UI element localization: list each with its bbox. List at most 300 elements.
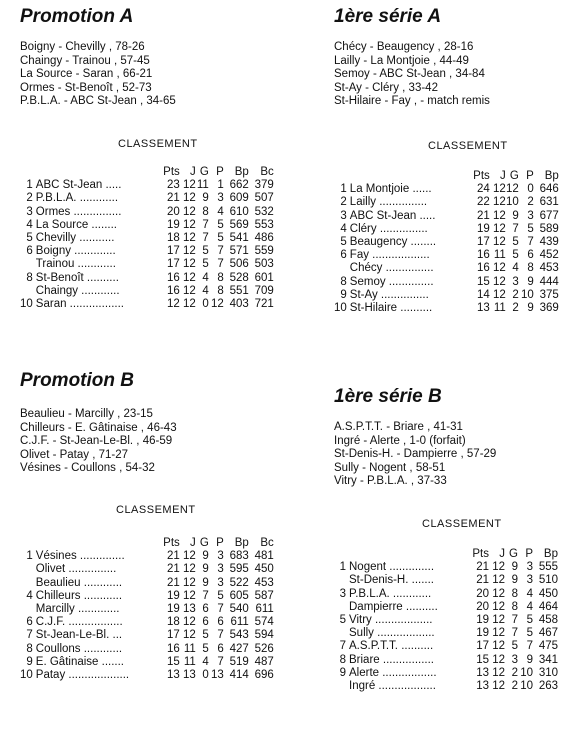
p-cell: 9 [527,275,534,288]
bp-cell: 589 [539,222,559,235]
p-cell: 3 [527,209,534,222]
j-cell: 11 [183,642,196,655]
p-cell: 7 [217,655,224,668]
rank-cell [334,627,349,640]
g-cell: 7 [202,589,209,602]
j-cell: 12 [493,222,506,235]
team-cell: Beaulieu ............ [35,576,123,589]
bp-cell: 541 [229,232,249,245]
j-cell: 12 [493,183,506,196]
rank-cell: 2 [26,192,33,205]
p-cell: 2 [527,196,534,209]
pts-cell: 21 [167,550,180,563]
table-row [20,258,274,271]
table-row [20,590,274,603]
table-row [334,588,558,601]
team-cell: Saran ................. [35,298,124,311]
g-cell: 5 [512,236,519,249]
table-row [334,262,559,275]
g-cell: 0 [202,298,209,311]
p-cell: 5 [526,627,533,640]
rank-cell: 7 [26,629,33,642]
g-cell: 8 [511,587,518,600]
j-cell: 12 [492,640,505,653]
g-cell: 7 [202,232,209,245]
pts-cell: 21 [477,209,490,222]
bp-cell: 569 [229,218,249,231]
table-row [334,196,559,209]
bc-cell: 379 [254,179,274,192]
team-cell: St-Denis-H. ....... [349,574,434,587]
pts-cell: 17 [476,640,489,653]
g-cell: 5 [511,640,518,653]
table-row [20,272,274,285]
p-cell: 5 [217,218,224,231]
p-cell: 7 [217,258,224,271]
g-cell: 4 [202,271,209,284]
bp-cell: 310 [538,666,558,679]
p-cell: 6 [527,249,534,262]
p-cell: 5 [527,222,534,235]
bp-cell: 543 [229,629,249,642]
column-header: Bp [544,170,559,182]
j-cell: 12 [492,614,505,627]
pts-cell: 14 [477,288,490,301]
j-cell: 12 [492,574,505,587]
match-result: St-Hilaire - Fay , - match remis [334,95,490,108]
bp-cell: 369 [539,302,559,315]
rank-cell [20,285,36,298]
g-cell: 9 [202,192,209,205]
standings-table-promotion-b [20,537,274,682]
rank-cell: 5 [340,236,347,249]
team-cell: La Montjoie ...... [349,183,432,196]
section-title-serie-b: 1ère série B [334,386,442,407]
g-cell: 2 [511,666,518,679]
rank-cell: 9 [339,666,346,679]
rank-cell: 8 [340,275,347,288]
bp-cell: 610 [229,205,249,218]
classement-heading-promotion-a: CLASSEMENT [118,138,198,150]
rank-cell: 3 [339,587,346,600]
j-cell: 12 [492,666,505,679]
g-cell: 5 [202,642,209,655]
table-row [20,219,274,232]
table-row [334,302,559,315]
j-cell: 13 [183,603,196,616]
bc-cell: 709 [254,284,274,297]
team-cell: Patay ................... [35,669,130,682]
match-result: Chaingy - Trainou , 57-45 [20,54,150,67]
table-row [334,680,558,693]
p-cell: 3 [526,574,533,587]
column-header: J [190,537,196,549]
g-cell: 9 [511,561,518,574]
table-row [334,654,558,667]
g-cell: 5 [202,258,209,271]
table-row [20,245,274,258]
p-cell: 3 [217,563,224,576]
header-rank [20,166,36,179]
team-cell: La Source ........ [35,218,117,231]
g-cell: 9 [512,209,519,222]
g-cell: 7 [512,222,519,235]
results-serie-a [334,41,490,109]
g-cell: 9 [202,550,209,563]
p-cell: 6 [217,642,224,655]
bp-cell: 341 [538,653,558,666]
j-cell: 12 [492,653,505,666]
p-cell: 10 [520,666,533,679]
g-cell: 8 [511,600,518,613]
header-rank [334,170,350,183]
p-cell: 7 [217,245,224,258]
rank-cell: 8 [26,271,33,284]
rank-cell [20,258,36,271]
g-cell: 9 [511,574,518,587]
g-cell: 5 [202,629,209,642]
table-row [20,629,274,642]
p-cell: 4 [526,600,533,613]
g-cell: 3 [511,653,518,666]
pts-cell: 12 [167,298,180,311]
table-row [20,192,274,205]
rank-cell: 10 [20,669,33,682]
g-cell: 4 [202,284,209,297]
p-cell: 3 [217,576,224,589]
p-cell: 4 [526,587,533,600]
pts-cell: 23 [167,179,180,192]
pts-cell: 22 [477,196,490,209]
bp-cell: 453 [539,262,559,275]
bp-cell: 439 [539,236,559,249]
table-row [20,285,274,298]
team-cell: A.S.P.T.T. .......... [349,640,434,653]
results-promotion-b [20,408,177,476]
rank-cell: 10 [334,302,347,315]
bc-cell: 594 [254,629,274,642]
team-cell: Ormes ............... [35,205,122,218]
rank-cell [20,603,36,616]
bc-cell: 559 [254,245,274,258]
bp-cell: 506 [229,258,249,271]
g-cell: 4 [512,262,519,275]
standings-table-serie-b [334,548,558,693]
bc-cell: 553 [254,218,274,231]
section-title-promotion-a: Promotion A [20,6,134,27]
pts-cell: 21 [167,563,180,576]
match-result: Ormes - St-Benoît , 52-73 [20,81,152,94]
j-cell: 12 [493,209,506,222]
match-result: Semoy - ABC St-Jean , 34-84 [334,68,485,81]
bc-cell: 611 [255,603,274,616]
j-cell: 12 [493,275,506,288]
pts-cell: 19 [167,218,180,231]
rank-cell: 4 [26,589,33,602]
p-cell: 9 [526,653,533,666]
team-cell: St-Jean-Le-Bl. ... [35,629,123,642]
pts-cell: 13 [477,302,490,315]
rank-cell: 5 [339,614,346,627]
match-result: Beaulieu - Marcilly , 23-15 [20,408,153,420]
bc-cell: 486 [254,232,274,245]
rank-cell [334,574,349,587]
column-header: J [499,548,505,560]
bp-cell: 677 [539,209,559,222]
team-cell: Cléry ............... [349,222,428,235]
rank-cell: 4 [26,218,33,231]
pts-cell: 13 [476,666,489,679]
p-cell: 6 [217,616,224,629]
match-result: A.S.P.T.T. - Briare , 41-31 [334,421,463,433]
g-cell: 3 [512,275,519,288]
header-rank [20,537,36,550]
bp-cell: 540 [229,603,249,616]
g-cell: 9 [202,563,209,576]
bc-cell: 587 [254,589,274,602]
rank-cell: 2 [340,196,347,209]
bp-cell: 551 [229,284,249,297]
j-cell: 12 [183,589,196,602]
bp-cell: 555 [538,561,558,574]
rank-cell: 3 [340,209,347,222]
bp-cell: 450 [538,587,558,600]
pts-cell: 20 [476,587,489,600]
bc-cell: 487 [254,655,274,668]
j-cell: 12 [493,288,506,301]
pts-cell: 17 [167,258,180,271]
p-cell: 7 [527,236,534,249]
team-cell: St-Ay ............... [349,288,429,301]
bp-cell: 510 [538,574,558,587]
team-cell: ABC St-Jean ..... [349,209,436,222]
table-row [20,616,274,629]
pts-cell: 18 [167,232,180,245]
bp-cell: 263 [538,680,558,693]
rank-cell: 1 [26,550,33,563]
j-cell: 12 [492,600,505,613]
classement-heading-serie-b: CLASSEMENT [422,518,502,530]
p-cell: 4 [217,205,224,218]
team-cell: Alerte ................. [349,666,437,679]
rank-cell: 6 [26,616,33,629]
bp-cell: 528 [229,271,249,284]
pts-cell: 16 [167,284,180,297]
match-result: La Source - Saran , 66-21 [20,68,153,81]
bc-cell: 507 [254,192,274,205]
bp-cell: 467 [538,627,558,640]
column-header: Bc [260,166,274,178]
rank-cell [334,680,349,693]
j-cell: 12 [183,271,196,284]
column-header: J [190,166,196,178]
bc-cell: 450 [254,563,274,576]
match-result: Ingré - Alerte , 1-0 (forfait) [334,434,466,447]
pts-cell: 19 [476,614,489,627]
match-result: C.J.F. - St-Jean-Le-Bl. , 46-59 [20,435,173,448]
rank-cell: 9 [26,655,33,668]
pts-cell: 20 [476,600,489,613]
table-header-row [334,170,559,183]
bp-cell: 571 [229,245,249,258]
bp-cell: 595 [229,563,249,576]
bc-cell: 453 [254,576,274,589]
j-cell: 12 [492,587,505,600]
table-row [20,563,274,576]
g-cell: 2 [512,302,519,315]
pts-cell: 21 [167,192,180,205]
j-cell: 12 [183,298,196,311]
team-cell: Lailly ............... [349,196,428,209]
j-cell: 12 [183,576,196,589]
bc-cell: 721 [254,298,274,311]
bc-cell: 574 [254,616,274,629]
team-cell: Marcilly ............. [35,603,120,616]
team-cell: St-Hilaire .......... [349,302,433,315]
match-result: Lailly - La Montjoie , 44-49 [334,54,469,67]
team-cell: Trainou ............ [35,258,116,271]
bp-cell: 444 [539,275,559,288]
pts-cell: 17 [477,236,490,249]
team-cell: Beaugency ........ [349,236,437,249]
p-cell: 8 [217,284,224,297]
bc-cell: 503 [254,258,274,271]
rank-cell: 8 [339,653,346,666]
team-cell: Ingré .................. [349,680,436,693]
j-cell: 12 [183,245,196,258]
table-row [334,574,558,587]
bp-cell: 646 [539,183,559,196]
bp-cell: 605 [229,589,249,602]
j-cell: 12 [493,196,506,209]
column-header: P [216,166,224,178]
bp-cell: 662 [229,179,249,192]
g-cell: 6 [202,603,209,616]
table-row [334,249,559,262]
g-cell: 9 [202,576,209,589]
column-header: Pts [472,548,489,560]
rank-cell: 7 [339,640,346,653]
g-cell: 5 [512,249,519,262]
bc-cell: 481 [254,550,274,563]
rank-cell: 6 [26,245,33,258]
p-cell: 7 [217,629,224,642]
pts-cell: 24 [477,183,490,196]
p-cell: 10 [521,288,534,301]
section-title-serie-a: 1ère série A [334,6,442,27]
bp-cell: 611 [230,616,249,629]
pts-cell: 16 [477,249,490,262]
pts-cell: 21 [167,576,180,589]
table-header-row [20,537,274,550]
pts-cell: 21 [476,561,489,574]
bc-cell: 601 [254,271,274,284]
j-cell: 12 [183,284,196,297]
team-cell: E. Gâtinaise ....... [35,655,125,668]
p-cell: 1 [217,179,224,192]
team-cell: Olivet ............... [35,563,117,576]
match-result: Sully - Nogent , 58-51 [334,461,446,474]
header-team [36,166,158,179]
j-cell: 11 [493,302,506,315]
g-cell: 10 [506,196,519,209]
p-cell: 8 [527,262,534,275]
table-row [20,577,274,590]
rank-cell: 5 [26,232,33,245]
table-row [20,603,274,616]
bp-cell: 464 [538,600,558,613]
bp-cell: 414 [229,669,249,682]
rank-cell [20,577,36,590]
table-row [20,550,274,563]
team-cell: C.J.F. ................. [35,616,123,629]
match-result: Chécy - Beaugency , 28-16 [334,41,474,53]
team-cell: Vésines .............. [35,550,125,563]
pts-cell: 16 [477,262,490,275]
rank-cell: 6 [340,249,347,262]
p-cell: 5 [526,614,533,627]
column-header: P [216,537,224,549]
j-cell: 13 [183,669,196,682]
table-row [334,667,558,680]
table-row [20,206,274,219]
rank-cell: 8 [26,642,33,655]
p-cell: 3 [526,561,533,574]
match-result: Vitry - P.B.L.A. , 37-33 [334,475,447,488]
match-result: St-Ay - Cléry , 33-42 [334,81,438,94]
rank-cell [334,601,349,614]
results-serie-b [334,421,496,489]
team-cell: Vitry .................. [349,614,433,627]
bp-cell: 475 [538,640,558,653]
p-cell: 7 [217,603,224,616]
table-row [334,627,558,640]
p-cell: 3 [217,550,224,563]
g-cell: 5 [202,245,209,258]
bp-cell: 458 [538,614,558,627]
pts-cell: 15 [476,653,489,666]
j-cell: 12 [183,232,196,245]
pts-cell: 20 [167,205,180,218]
j-cell: 12 [183,205,196,218]
header-team [36,537,158,550]
pts-cell: 15 [167,655,180,668]
match-result: Olivet - Patay , 71-27 [20,448,129,461]
g-cell: 8 [202,205,209,218]
column-header: G [199,166,209,178]
j-cell: 12 [183,550,196,563]
bp-cell: 522 [229,576,249,589]
table-row [334,614,558,627]
table-row [20,179,274,192]
table-row [20,643,274,656]
table-row [334,640,558,653]
table-row [334,210,559,223]
bp-cell: 375 [539,288,559,301]
pts-cell: 21 [476,574,489,587]
rank-cell: 1 [340,183,347,196]
table-row [20,669,274,682]
j-cell: 11 [493,249,506,262]
pts-cell: 18 [167,616,180,629]
p-cell: 0 [527,183,534,196]
j-cell: 12 [492,561,505,574]
column-header: Pts [473,170,490,182]
j-cell: 12 [493,262,506,275]
g-cell: 7 [511,627,518,640]
rank-cell: 4 [340,222,347,235]
table-row [334,601,558,614]
